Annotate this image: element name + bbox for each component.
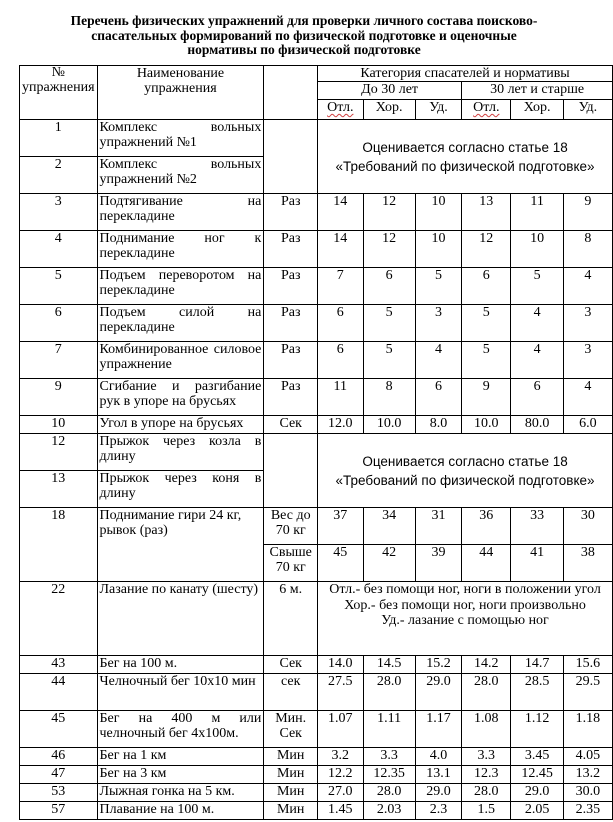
row-num: 9 xyxy=(20,379,98,416)
table-row xyxy=(20,194,613,231)
value-cell: 1.18 xyxy=(563,711,612,748)
header-unit xyxy=(264,66,318,120)
title-line-3: нормативы по физической подготовке xyxy=(187,42,421,57)
row-name: Подъем силой на перекладине xyxy=(97,305,264,342)
row-unit: Мин xyxy=(264,748,318,766)
value-cell: 14.0 xyxy=(318,656,363,674)
header-name xyxy=(97,66,264,120)
row-name xyxy=(97,508,264,582)
value-cell: 10.0 xyxy=(462,416,511,434)
row-name: Плавание на 100 м. xyxy=(97,802,264,820)
value-cell: 29.0 xyxy=(511,784,563,802)
header-over-30: 30 лет и старше xyxy=(462,82,613,100)
value-cell: 12.2 xyxy=(318,766,363,784)
grade-satisfactory-over30: Уд. xyxy=(563,100,612,120)
row-name: Угол в упоре на брусьях xyxy=(97,416,264,434)
grade-satisfactory-under30: Уд. xyxy=(415,100,461,120)
row-num: 47 xyxy=(20,766,98,784)
value-cell: 41 xyxy=(511,545,563,582)
value-cell: 6 xyxy=(462,268,511,305)
grade-good-over30: Хор. xyxy=(511,100,563,120)
grade-excellent-over30 xyxy=(462,100,511,120)
table-row xyxy=(20,766,613,784)
value-cell: 4 xyxy=(415,342,461,379)
value-cell: 28.0 xyxy=(363,674,415,711)
value-cell: 8 xyxy=(363,379,415,416)
value-cell: 34 xyxy=(363,508,415,545)
value-cell: 6 xyxy=(318,342,363,379)
value-cell: 1.08 xyxy=(462,711,511,748)
table-row xyxy=(20,582,613,656)
row-num: 43 xyxy=(20,656,98,674)
row-name: Бег на 100 м. xyxy=(97,656,264,674)
table-row xyxy=(20,784,613,802)
value-cell: 33 xyxy=(511,508,563,545)
value-cell: 3.3 xyxy=(462,748,511,766)
row-name: Комбинированное силовое упражнение xyxy=(97,342,264,379)
value-cell: 14.2 xyxy=(462,656,511,674)
criteria-line: Уд.- лазание с помощью ног xyxy=(381,613,549,628)
row-unit: Мин xyxy=(264,784,318,802)
value-cell: 8 xyxy=(563,231,612,268)
row-num: 46 xyxy=(20,748,98,766)
value-cell: 28.0 xyxy=(462,674,511,711)
value-cell: 3 xyxy=(563,342,612,379)
row-num: 6 xyxy=(20,305,98,342)
title-line-1: Перечень физических упражнений для проверки личного состава поисково- xyxy=(70,13,538,28)
value-cell: 5 xyxy=(462,342,511,379)
value-cell: 10.0 xyxy=(363,416,415,434)
row-name: Прыжок через коня в длину xyxy=(97,471,264,508)
value-cell: 15.6 xyxy=(563,656,612,674)
row-num: 13 xyxy=(20,471,98,508)
value-cell: 42 xyxy=(363,545,415,582)
value-cell: 14 xyxy=(318,231,363,268)
row-unit: Мин. Сек xyxy=(264,711,318,748)
value-cell: 10 xyxy=(511,231,563,268)
row-unit: Раз xyxy=(264,231,318,268)
value-cell: 37 xyxy=(318,508,363,545)
value-cell: 12.0 xyxy=(318,416,363,434)
value-cell: 5 xyxy=(363,305,415,342)
row-unit: Сек xyxy=(264,656,318,674)
value-cell: 28.0 xyxy=(462,784,511,802)
value-cell: 12.35 xyxy=(363,766,415,784)
row-unit: Мин xyxy=(264,766,318,784)
row-unit: Раз xyxy=(264,268,318,305)
row-name: Бег на 400 м или челночный бег 4х100м. xyxy=(97,711,264,748)
table-row xyxy=(20,305,613,342)
value-cell: 5 xyxy=(415,268,461,305)
row-name-text: Поднимание гири 24 кг, рывок (раз) xyxy=(99,508,242,538)
row-unit: Раз xyxy=(264,194,318,231)
table-row xyxy=(20,379,613,416)
note-line: «Требований по физической подготовке» xyxy=(335,472,595,488)
value-cell: 38 xyxy=(563,545,612,582)
row-num: 10 xyxy=(20,416,98,434)
header-under-30: До 30 лет xyxy=(318,82,462,100)
row-unit: сек xyxy=(264,674,318,711)
table-row xyxy=(20,434,613,471)
value-cell: 14 xyxy=(318,194,363,231)
row-unit: Раз xyxy=(264,342,318,379)
criteria-line: Хор.- без помощи ног, ноги произвольно xyxy=(344,597,586,613)
value-cell: 6 xyxy=(318,305,363,342)
row-name: Подтягивание на перекладине xyxy=(97,194,264,231)
grade-label: Отл. xyxy=(473,100,500,115)
value-cell: 3.45 xyxy=(511,748,563,766)
table-row xyxy=(20,711,613,748)
value-cell: 1.07 xyxy=(318,711,363,748)
value-cell: 4.0 xyxy=(415,748,461,766)
value-cell: 8.0 xyxy=(415,416,461,434)
value-cell: 3 xyxy=(563,305,612,342)
row-num: 4 xyxy=(20,231,98,268)
row-num: 5 xyxy=(20,268,98,305)
row-num: 2 xyxy=(20,157,98,194)
row-unit: Раз xyxy=(264,305,318,342)
value-cell: 13.1 xyxy=(415,766,461,784)
value-cell: 13 xyxy=(462,194,511,231)
value-cell: 1.11 xyxy=(363,711,415,748)
value-cell: 12 xyxy=(462,231,511,268)
row-unit: Свыше 70 кг xyxy=(264,545,318,582)
criteria-line: Отл.- без помощи ног, ноги в положении угол xyxy=(329,582,601,597)
row-num: 44 xyxy=(20,674,98,711)
row-unit xyxy=(264,120,318,194)
value-cell: 5 xyxy=(363,342,415,379)
note-line: Оценивается согласно статье 18 xyxy=(362,139,568,155)
grade-good-under30: Хор. xyxy=(363,100,415,120)
value-cell: 4 xyxy=(511,342,563,379)
row-num: 1 xyxy=(20,120,98,157)
value-cell: 15.2 xyxy=(415,656,461,674)
value-cell: 12 xyxy=(363,194,415,231)
table-row xyxy=(20,748,613,766)
value-cell: 7 xyxy=(318,268,363,305)
grade-excellent-under30 xyxy=(318,100,363,120)
header-num: № упражнения xyxy=(20,66,98,120)
value-cell: 6 xyxy=(415,379,461,416)
row-name: Подъем переворотом на перекладине xyxy=(97,268,264,305)
row-name: Челночный бег 10х10 мин xyxy=(97,674,264,711)
value-cell: 9 xyxy=(462,379,511,416)
title-line-2: спасательных формирований по физической подготовке и оценочные xyxy=(91,27,517,43)
grade-label: Отл. xyxy=(327,100,354,115)
row-name: Лазание по канату (шесту) xyxy=(97,582,264,656)
row-num: 22 xyxy=(20,582,98,656)
value-cell: 9 xyxy=(563,194,612,231)
note-line: «Требований по физической подготовке» xyxy=(335,158,595,174)
document-title xyxy=(4,14,604,58)
row-num: 53 xyxy=(20,784,98,802)
value-cell: 27.5 xyxy=(318,674,363,711)
value-cell: 4 xyxy=(511,305,563,342)
value-cell: 3.2 xyxy=(318,748,363,766)
row-unit: Раз xyxy=(264,379,318,416)
table-row xyxy=(20,802,613,820)
value-cell: 13.2 xyxy=(563,766,612,784)
value-cell: 1.5 xyxy=(462,802,511,820)
rope-climb-criteria xyxy=(318,582,613,656)
row-num: 12 xyxy=(20,434,98,471)
value-cell: 3 xyxy=(415,305,461,342)
value-cell: 14.5 xyxy=(363,656,415,674)
value-cell: 28.0 xyxy=(363,784,415,802)
row-name: Бег на 3 км xyxy=(97,766,264,784)
row-name: Бег на 1 км xyxy=(97,748,264,766)
value-cell: 14.7 xyxy=(511,656,563,674)
table-row xyxy=(20,268,613,305)
value-cell: 5 xyxy=(511,268,563,305)
value-cell: 12.3 xyxy=(462,766,511,784)
row-name: Поднимание ног к перекладине xyxy=(97,231,264,268)
value-cell: 29.0 xyxy=(415,674,461,711)
merged-note-jumps xyxy=(318,434,613,508)
row-unit: Сек xyxy=(264,416,318,434)
value-cell: 80.0 xyxy=(511,416,563,434)
row-num: 57 xyxy=(20,802,98,820)
value-cell: 2.3 xyxy=(415,802,461,820)
value-cell: 30.0 xyxy=(563,784,612,802)
value-cell: 12 xyxy=(363,231,415,268)
value-cell: 29.0 xyxy=(415,784,461,802)
value-cell: 1.45 xyxy=(318,802,363,820)
value-cell: 39 xyxy=(415,545,461,582)
value-cell: 10 xyxy=(415,194,461,231)
value-cell: 2.05 xyxy=(511,802,563,820)
value-cell: 1.17 xyxy=(415,711,461,748)
table-row xyxy=(20,508,613,545)
row-unit xyxy=(264,434,318,508)
note-line: Оценивается согласно статье 18 xyxy=(362,453,568,469)
value-cell: 5 xyxy=(462,305,511,342)
row-num: 18 xyxy=(20,508,98,582)
value-cell: 6 xyxy=(511,379,563,416)
row-name: Комплекс вольных упражнений №2 xyxy=(97,157,264,194)
value-cell: 36 xyxy=(462,508,511,545)
value-cell: 28.5 xyxy=(511,674,563,711)
row-name: Сгибание и разгибание рук в упоре на брусьях xyxy=(97,379,264,416)
value-cell: 11 xyxy=(318,379,363,416)
value-cell: 6.0 xyxy=(563,416,612,434)
norms-table xyxy=(19,65,613,820)
value-cell: 10 xyxy=(415,231,461,268)
table-row xyxy=(20,674,613,711)
value-cell: 1.12 xyxy=(511,711,563,748)
value-cell: 4.05 xyxy=(563,748,612,766)
table-row xyxy=(20,120,613,157)
value-cell: 3.3 xyxy=(363,748,415,766)
value-cell: 27.0 xyxy=(318,784,363,802)
value-cell: 4 xyxy=(563,268,612,305)
table-row xyxy=(20,342,613,379)
row-unit: Мин xyxy=(264,802,318,820)
header-name-text: Наименование упражнения xyxy=(136,66,225,96)
row-num: 3 xyxy=(20,194,98,231)
value-cell: 45 xyxy=(318,545,363,582)
table-row xyxy=(20,231,613,268)
value-cell: 12.45 xyxy=(511,766,563,784)
value-cell: 2.35 xyxy=(563,802,612,820)
value-cell: 4 xyxy=(563,379,612,416)
value-cell: 2.03 xyxy=(363,802,415,820)
row-name: Прыжок через козла в длину xyxy=(97,434,264,471)
row-num: 7 xyxy=(20,342,98,379)
merged-note-gymnastics xyxy=(318,120,613,194)
row-name: Комплекс вольных упражнений №1 xyxy=(97,120,264,157)
value-cell: 44 xyxy=(462,545,511,582)
row-unit: 6 м. xyxy=(264,582,318,656)
value-cell: 29.5 xyxy=(563,674,612,711)
header-category: Категория спасателей и нормативы xyxy=(318,66,613,82)
value-cell: 6 xyxy=(363,268,415,305)
row-num: 45 xyxy=(20,711,98,748)
value-cell: 30 xyxy=(563,508,612,545)
value-cell: 31 xyxy=(415,508,461,545)
value-cell: 11 xyxy=(511,194,563,231)
table-row xyxy=(20,656,613,674)
table-row xyxy=(20,416,613,434)
row-unit: Вес до 70 кг xyxy=(264,508,318,545)
row-name: Лыжная гонка на 5 км. xyxy=(97,784,264,802)
